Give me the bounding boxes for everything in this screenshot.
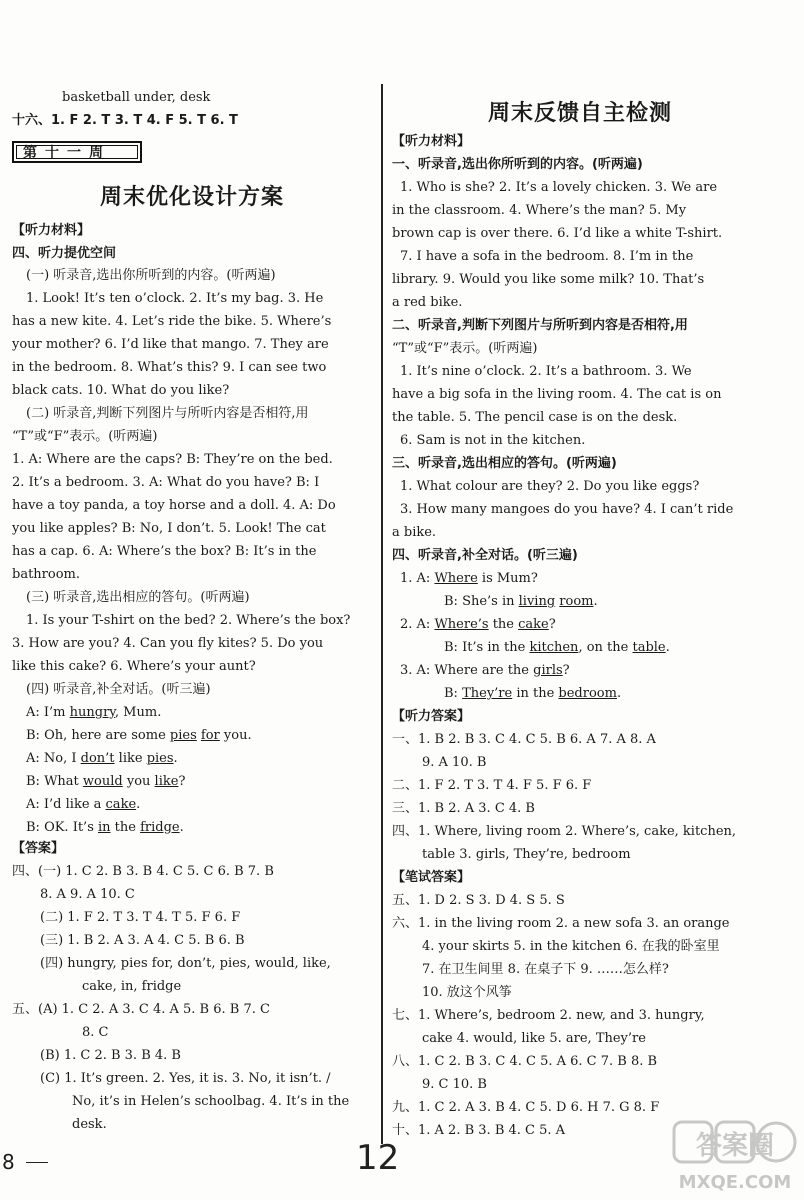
right-line: 三、听录音,选出相应的答句。(听两遍) [392,456,617,471]
answer-line: 四、(一) 1. C 2. B 3. B 4. C 5. C 6. B 7. B [12,864,274,879]
right-page-title: 周末反馈自主检测 [488,101,673,126]
written-answer-line: 4. your skirts 5. in the kitchen 6. 在我的卧室里 [422,939,720,954]
dialog-line: A: I’m hungry, Mum. [26,705,162,720]
right-line: the table. 5. The pencil case is on the desk. [392,410,678,425]
right-line: in the classroom. 4. Where’s the man? 5. My [392,203,687,218]
right-line: library. 9. Would you like some milk? 10. That’s [392,272,705,287]
right-line: “T”或“F”表示。(听两遍) [392,341,538,356]
answer-line: desk. [72,1117,107,1132]
answer-line: (二) 1. F 2. T 3. T 4. T 5. F 6. F [40,910,241,925]
watermark-text: 答案圈 [695,1131,775,1161]
dialog-line: 3. A: Where are the girls? [400,663,570,678]
right-line: 1. It’s nine o’clock. 2. It’s a bathroom. 3. We [400,364,692,379]
page-number-dash [26,1162,48,1163]
written-answer-line: 五、1. D 2. S 3. D 4. S 5. S [392,893,565,908]
listen-answer-line: 二、1. F 2. T 3. T 4. F 5. F 6. F [392,778,592,793]
left-line: 2. It’s a bedroom. 3. A: What do you have? B: I [12,475,320,490]
dialog-line: B: Oh, here are some pies for you. [26,728,252,743]
listen-answer-line: table 3. girls, They’re, bedroom [422,847,631,862]
left-page-title: 周末优化设计方案 [100,185,285,210]
listen-answer-line: 一、1. B 2. B 3. C 4. C 5. B 6. A 7. A 8. A [392,732,656,747]
dialog-line: A: No, I don’t like pies. [26,751,178,766]
left-line: 1. A: Where are the caps? B: They’re on the bed. [12,452,333,467]
watermark-site: MXQE.COM [678,1172,792,1193]
left-line: 1. Is your T-shirt on the bed? 2. Where’s the box? [26,613,351,628]
listen-answer-line: 9. A 10. B [422,755,487,770]
listen-answer-line: 四、1. Where, living room 2. Where’s, cake, kitchen, [392,824,737,839]
listen-answer-line: 三、1. B 2. A 3. C 4. B [392,801,535,816]
written-answer-line: cake 4. would, like 5. are, They’re [422,1031,646,1046]
dialog-line: B: OK. It’s in the fridge. [26,820,184,835]
left-line: your mother? 6. I’d like that mango. 7. They are [12,337,329,352]
right-line: a red bike. [392,295,463,310]
left-line: in the bedroom. 8. What’s this? 9. I can see two [12,360,327,375]
right-line: have a big sofa in the living room. 4. The cat is on [392,387,722,402]
watermark-logo [672,1120,798,1196]
listen-answers-header: 【听力答案】 [392,709,471,724]
week-label-box [12,141,142,163]
written-answer-line: 10. 放这个风筝 [422,985,512,1000]
answer-line: 五、(A) 1. C 2. A 3. C 4. A 5. B 6. B 7. C [12,1002,270,1017]
written-answer-line: 7. 在卫生间里 8. 在桌子下 9. ……怎么样? [422,962,669,977]
page-number: 8 [2,1150,15,1174]
left-line: black cats. 10. What do you like? [12,383,230,398]
right-line: a bike. [392,525,437,540]
answer-line: No, it’s in Helen’s schoolbag. 4. It’s in the [72,1094,350,1109]
right-line: brown cap is over there. 6. I’d like a white T-shirt. [392,226,723,241]
answer-line: 8. A 9. A 10. C [40,887,135,902]
right-line: 3. How many mangoes do you have? 4. I can’t ride [400,502,734,517]
dialog-line: B: They’re in the bedroom. [444,686,622,701]
left-line: bathroom. [12,567,80,582]
left-line: “T”或“F”表示。(听两遍) [12,429,158,444]
answer-line: (三) 1. B 2. A 3. A 4. C 5. B 6. B [40,933,245,948]
right-line: 6. Sam is not in the kitchen. [400,433,586,448]
left-line: you like apples? B: No, I don’t. 5. Look! The cat [12,521,326,536]
left-part4-header: 四、听力提优空间 [12,246,117,261]
right-line: 1. What colour are they? 2. Do you like eggs? [400,479,700,494]
left-line: has a new kite. 4. Let’s ride the bike. 5. Where’s [12,314,332,329]
answer-line: (B) 1. C 2. B 3. B 4. B [40,1048,181,1063]
answer-line: (四) hungry, pies for, don’t, pies, would, like, [40,956,331,971]
left-line: have a toy panda, a toy horse and a doll. 4. A: Do [12,498,336,513]
dialog-line: A: I’d like a cake. [26,797,141,812]
written-answer-line: 七、1. Where’s, bedroom 2. new, and 3. hungry, [392,1008,705,1023]
left-line: has a cap. 6. A: Where’s the box? B: It’s in the [12,544,317,559]
written-answer-line: 十、1. A 2. B 3. B 4. C 5. A [392,1123,566,1138]
right-line: 1. Who is she? 2. It’s a lovely chicken. 3. We are [400,180,718,195]
right-line: 四、听录音,补全对话。(听三遍) [392,548,578,563]
answer-line: cake, in, fridge [82,979,182,994]
right-listen-header: 【听力材料】 [392,134,471,149]
dialog-line: B: It’s in the kitchen, on the table. [444,640,670,655]
left-line: (二) 听录音,判断下列图片与所听内容是否相符,用 [26,406,309,421]
written-answer-line: 九、1. C 2. A 3. B 4. C 5. D 6. H 7. G 8. F [392,1100,660,1115]
handwritten-number: 12 [356,1138,400,1178]
left-listen-header: 【听力材料】 [12,223,91,238]
dialog-line: 2. A: Where’s the cake? [400,617,556,632]
left-line: 1. Look! It’s ten o’clock. 2. It’s my bag. 3. He [26,291,324,306]
dialog-line: 1. A: Where is Mum? [400,571,538,586]
written-answer-line: 9. C 10. B [422,1077,487,1092]
left-line: 3. How are you? 4. Can you fly kites? 5. Do you [12,636,324,651]
week-label: 第十一周 [16,145,138,159]
left-line: (四) 听录音,补全对话。(听三遍) [26,682,211,697]
written-answers-header: 【笔试答案】 [392,870,471,885]
left-line: like this cake? 6. Where’s your aunt? [12,659,256,674]
right-line: 二、听录音,判断下列图片与所听到内容是否相符,用 [392,318,688,333]
dialog-line: B: She’s in living room. [444,594,598,609]
left-answers-header: 【答案】 [12,841,65,856]
left-top-line-2: 十六、1. F 2. T 3. T 4. F 5. T 6. T [12,113,238,128]
written-answer-line: 六、1. in the living room 2. a new sofa 3. an orange [392,916,730,931]
dialog-line: B: What would you like? [26,774,186,789]
left-line: (三) 听录音,选出相应的答句。(听两遍) [26,590,250,605]
answer-line: 8. C [82,1025,109,1040]
left-top-line-1: basketball under, desk [62,90,211,105]
right-line: 7. I have a sofa in the bedroom. 8. I’m in the [400,249,694,264]
left-line: (一) 听录音,选出你所听到的内容。(听两遍) [26,268,276,283]
answer-line: (C) 1. It’s green. 2. Yes, it is. 3. No, it isn’t. / [40,1071,331,1086]
column-divider [381,84,383,1144]
right-line: 一、听录音,选出你所听到的内容。(听两遍) [392,157,643,172]
written-answer-line: 八、1. C 2. B 3. C 4. C 5. A 6. C 7. B 8. B [392,1054,658,1069]
